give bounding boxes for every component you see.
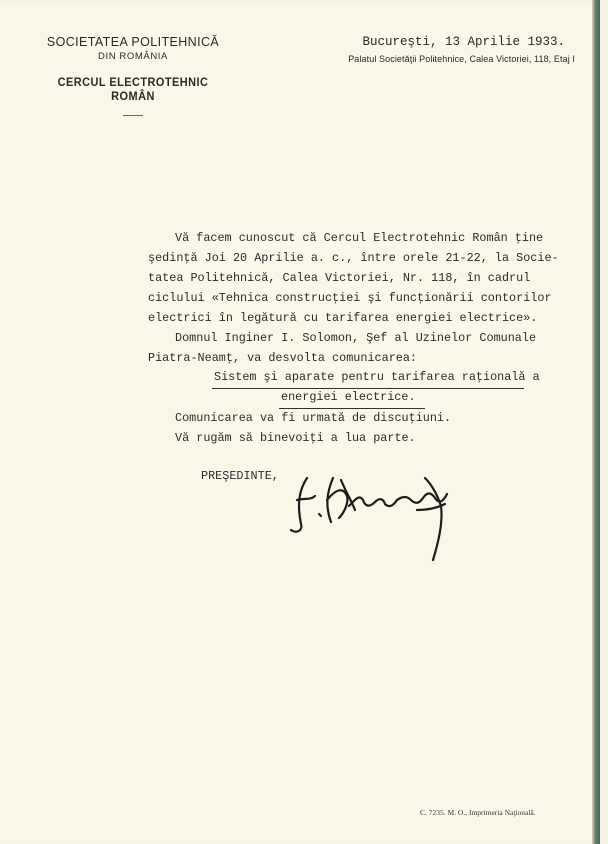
body-line: Piatra-Neamţ, va desvolta comunicarea:	[148, 351, 418, 365]
body-line: Vă rugăm să binevoiţi a lua parte.	[175, 431, 416, 445]
body-line: şedinţă Joi 20 Aprilie a. c., între orele 21-22, la Socie-	[148, 251, 559, 265]
body-line: Vă facem cunoscut că Cercul Electrotehnic Român ţine	[175, 231, 544, 245]
signature-title: PREŞEDINTE,	[201, 469, 279, 483]
talk-title-line-2: energiei electrice.	[281, 390, 416, 404]
letter-date: Bucureşti, 13 Aprilie 1933.	[362, 35, 565, 49]
body-line: tatea Politehnică, Calea Victoriei, Nr. 118, în cadrul	[148, 271, 531, 285]
organization-subtitle: DIN ROMÂNIA	[98, 51, 168, 62]
talk-title-underline-2	[279, 408, 425, 409]
talk-title-line-1: Sistem şi aparate pentru tarifarea raţională a	[214, 370, 540, 384]
organization-name: SOCIETATEA POLITEHNICĂ	[46, 35, 220, 49]
letterhead-organization	[38, 35, 228, 116]
page-edge	[592, 0, 600, 844]
circle-name: CERCUL ELECTROTEHNIC ROMÂN	[57, 77, 209, 103]
letterhead-date-block	[330, 35, 575, 65]
printer-mark: C. 7235. M. O., Imprimeria Naţională.	[420, 808, 536, 817]
body-line: Comunicarea va fi urmată de discuţiuni.	[175, 411, 452, 425]
body-line: electrici în legătură cu tarifarea energiei electrice».	[148, 311, 538, 325]
letter-address: Palatul Societăţii Politehnice, Calea Victoriei, 118, Etaj I	[348, 54, 575, 64]
body-line: ciclului «Tehnica construcţiei şi funcţionării contorilor	[148, 291, 552, 305]
handwritten-signature	[285, 470, 455, 570]
letterhead-divider	[123, 115, 143, 116]
body-line: Domnul Inginer I. Solomon, Şef al Uzinelor Comunale	[175, 331, 537, 345]
